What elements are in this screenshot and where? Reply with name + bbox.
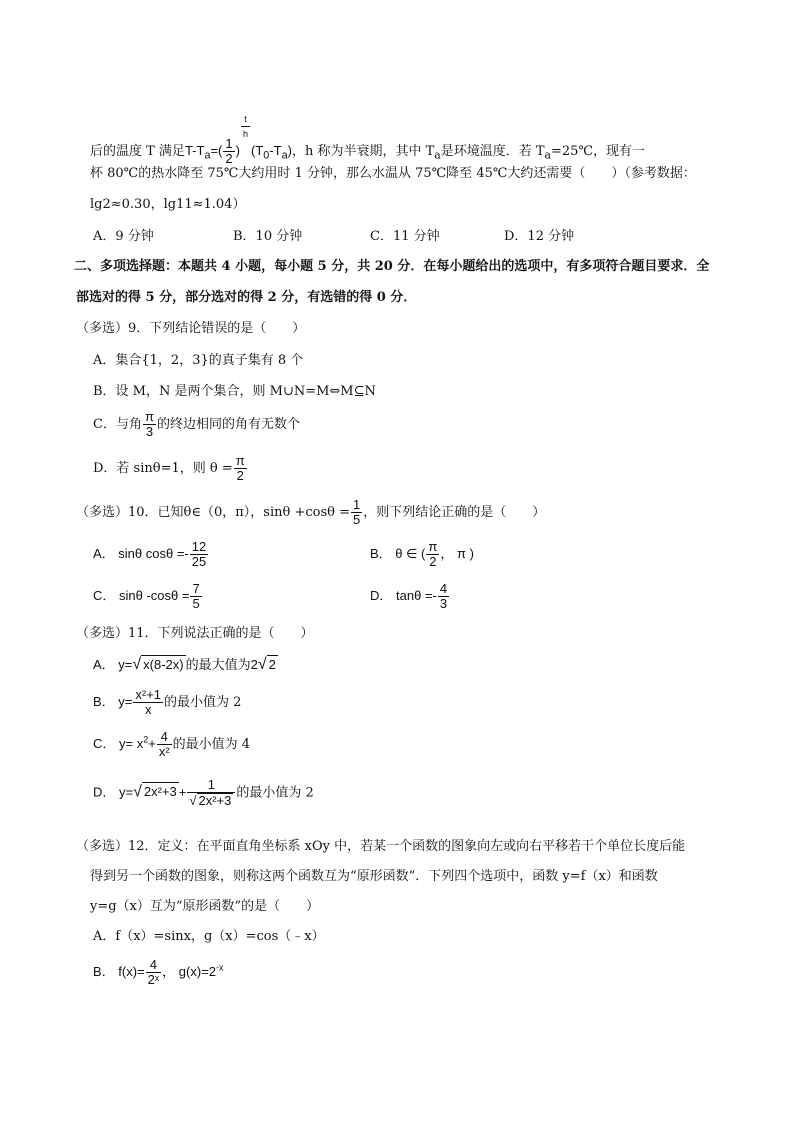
q8-line3: lg2≈0.30，lg11≈1.04） [90,197,246,212]
q8-text: 后的温度 T 满足 [90,144,185,159]
q8-option-c: C．11 分钟 [370,229,440,244]
q8-line2: 杯 80℃的热水降至 75℃大约用时 1 分钟，那么水温从 75℃降至 45℃大约还需要（ ）（参考数据： [90,166,696,181]
q8-option-a: A．9 分钟 [93,229,154,244]
q10-option-c: C． sinθ -cosθ = $\frac{7}{5}$ [93,581,200,611]
q9-option-d: D．若 sinθ=1，则 θ = $\frac{\pi}{2}$ [93,453,245,483]
q12-option-a: A．f（x）=sinx，g（x）=cos（﹣x） [93,929,325,944]
q10-stem: （多选）10．已知θ∈（0，π），sinθ +cosθ = $\frac{1}{5}$ ，则下列结论正确的是（ ） [76,497,546,527]
q8-line1: 后的温度 T 满足$T-T_a=$( $\frac{1}{2}$ ) $^{\frac{t}{h}}$ $(T_0-T_a)$，h 称为半衰期，其中 $T_a$是环境温度．若 $T_a=25℃$，现有一 [90,114,645,167]
q12-line3: y=g（x）互为“原形函数”的是（ ） [90,899,320,914]
q8-formula: $T-T_a=$( $\frac{1}{2}$ ) $^{\frac{t}{h}}$ $(T_0-T_a)$ [184,114,292,167]
q12-line2: 得到另一个函数的图象，则称这两个函数互为“原形函数”．下列四个选项中，函数 y=f（x）和函数 [90,869,658,884]
q12-option-b: B． f(x)= $\frac{4}{\text{2ˣ}}$ ， $g(x)=2^{-x}$ [93,957,224,987]
q9-option-c: C．与角 $\frac{\pi}{3}$ 的终边相同的角有无数个 [93,409,300,439]
q11-option-d: D． y=√ 2x²+3 + $\frac{1}{\text{√ 2x²+3}}$ 的最小值为 2 [93,777,314,808]
q11-option-c: C． $y= x^2+$ $\frac{4}{\text{x²}}$ 的最小值为 4 [93,729,251,759]
q8-option-b: B．10 分钟 [233,229,303,244]
q11-option-b: B． y= $\frac{\text{x²+1}}{x}$ 的最小值为 2 [93,687,242,717]
q9-option-a: A．集合{1，2，3}的真子集有 8 个 [93,353,304,368]
section2-heading-line1: 二、多项选择题：本题共 4 小题，每小题 5 分，共 20 分．在每小题给出的选项中，有多项符合题目要求．全 [74,259,710,274]
q8-option-d: D．12 分钟 [504,229,575,244]
q10-option-d: D． tanθ =- $\frac{4}{3}$ [370,581,448,611]
q11-option-a: A． y=√ x(8-2x) 的最大值为2√ 2 [93,656,276,673]
q9-stem: （多选）9．下列结论错误的是（ ） [76,321,306,336]
q11-stem: （多选）11．下列说法正确的是（ ） [76,626,314,641]
q10-option-b: B． θ ∈ ( $\frac{\pi}{2}$ ， π ) [370,539,474,569]
q10-option-a: A． sinθ cosθ =- $\frac{12}{25}$ [93,539,207,569]
q12-line1: （多选）12．定义：在平面直角坐标系 xOy 中，若某一个函数的图象向左或向右平移若干个单位长度后能 [76,839,686,854]
section2-heading-line2: 部选对的得 5 分，部分选对的得 2 分，有选错的得 0 分． [76,290,417,305]
q9-option-b: B．设 M，N 是两个集合，则 M∪N=M⇔M⊆N [93,384,376,399]
